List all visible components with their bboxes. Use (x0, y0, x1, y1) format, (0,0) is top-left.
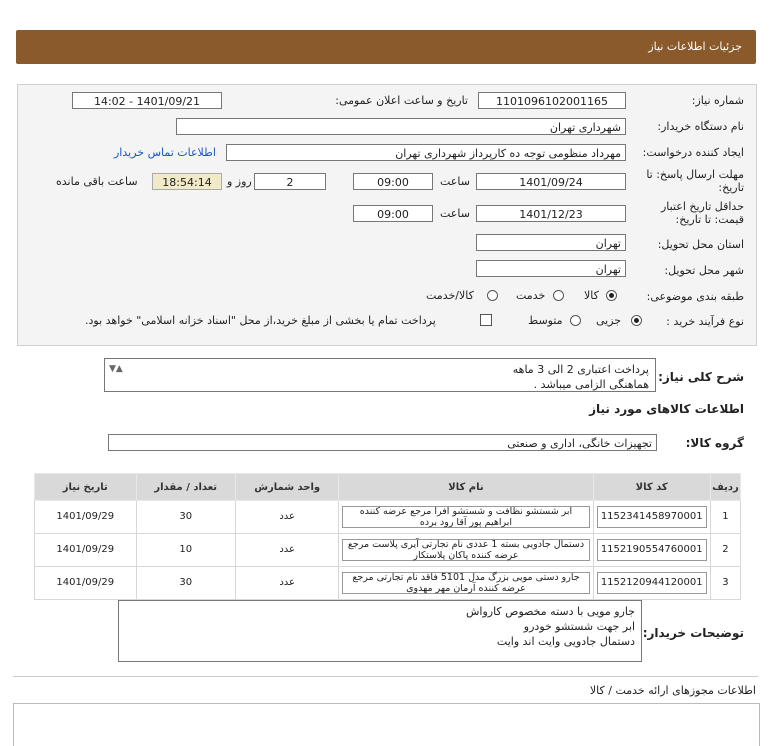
process-radio-minor[interactable] (631, 315, 642, 326)
cell-code: 1152190554760001 (593, 534, 710, 567)
cell-row: 1 (710, 501, 740, 534)
province-label: استان محل تحویل: (657, 238, 744, 251)
need-number-field: 1101096102001165 (478, 92, 626, 109)
summary-label: شرح کلی نیاز: (658, 370, 744, 384)
cell-unit: عدد (235, 567, 338, 600)
reply-time-field: 09:00 (353, 173, 433, 190)
col-header-date: تاریخ نیاز (35, 474, 137, 501)
cell-name: جارو دستی مویی بزرگ مدل 5101 فاقد نام تجارتی مرجع عرضه کننده آرمان مهر مهدوی (339, 567, 593, 600)
treasury-payment-checkbox[interactable] (480, 314, 492, 326)
goods-section-title: اطلاعات کالاهای مورد نیاز (589, 402, 744, 416)
cell-date: 1401/09/29 (35, 567, 137, 600)
price-validity-label-2: قیمت: تا تاریخ: (675, 213, 744, 226)
requester-field: مهرداد منظومی توجه ده کارپرداز شهرداری تهران (226, 144, 626, 161)
category-option-goods-service: کالا/خدمت (426, 289, 474, 302)
buyer-note-line-1: جارو مویی با دسته مخصوص کارواش (465, 605, 635, 618)
category-radio-goods[interactable] (606, 290, 617, 301)
cell-row: 3 (710, 567, 740, 600)
process-radio-medium[interactable] (570, 315, 581, 326)
price-validity-label: حداقل تاریخ اعتبار (660, 200, 744, 213)
cell-name: ابر شستشو نظافت و شستشو افرا مرجع عرضه کننده ابراهیم پور آقا رود برده (339, 501, 593, 534)
need-number-label: شماره نیاز: (691, 94, 744, 107)
remaining-time-field: 18:54:14 (152, 173, 222, 190)
announce-datetime-field: 1401/09/21 - 14:02 (72, 92, 222, 109)
buyer-note-line-3: دستمال جادویی وایت اند وایت (496, 635, 635, 648)
cell-row: 2 (710, 534, 740, 567)
table-row (35, 534, 741, 567)
days-field: 2 (254, 173, 326, 190)
summary-line-2: هماهنگی الزامی میباشد . (533, 378, 649, 391)
goods-group-field: تجهیزات خانگی، اداری و صنعتی (108, 434, 657, 451)
days-label: روز و (227, 175, 252, 188)
col-header-name: نام کالا (339, 474, 593, 501)
cell-qty: 30 (136, 567, 235, 600)
reply-deadline-label: مهلت ارسال پاسخ: تا (646, 168, 744, 181)
process-option-minor: جزیی (596, 314, 622, 327)
table-row (35, 501, 741, 534)
buyer-notes-textarea[interactable] (118, 600, 642, 662)
resize-handle-icon[interactable]: ▲▼ (109, 364, 123, 374)
reply-time-label: ساعت (440, 175, 470, 188)
city-field: تهران (476, 260, 626, 277)
buyer-note-line-2: ابر جهت شستشو خودرو (523, 620, 635, 633)
reply-deadline-label-2: تاریخ: (718, 181, 744, 194)
validity-time-label: ساعت (440, 207, 470, 220)
city-label: شهر محل تحویل: (664, 264, 744, 277)
page-title-bar (16, 30, 756, 64)
process-label: نوع فرآیند خرید : (666, 315, 744, 328)
cell-unit: عدد (235, 501, 338, 534)
cell-qty: 10 (136, 534, 235, 567)
category-option-goods: کالا (584, 289, 599, 302)
table-row (35, 567, 741, 600)
cell-date: 1401/09/29 (35, 501, 137, 534)
reply-date-field: 1401/09/24 (476, 173, 626, 190)
category-option-service: خدمت (516, 289, 546, 302)
announce-label: تاریخ و ساعت اعلان عمومی: (335, 94, 468, 107)
category-label: طبقه بندی موضوعی: (646, 290, 744, 303)
summary-line-1: پرداخت اعتباری 2 الی 3 ماهه (512, 363, 649, 376)
col-header-row: ردیف (710, 474, 740, 501)
validity-date-field: 1401/12/23 (476, 205, 626, 222)
cell-qty: 30 (136, 501, 235, 534)
category-radio-service[interactable] (553, 290, 564, 301)
col-header-code: کد کالا (593, 474, 710, 501)
summary-textarea[interactable] (104, 358, 656, 392)
requester-label: ایجاد کننده درخواست: (642, 146, 744, 159)
goods-table (34, 473, 741, 600)
category-radio-goods-service[interactable] (487, 290, 498, 301)
buyer-org-field: شهرداری تهران (176, 118, 626, 135)
permits-panel (13, 703, 760, 746)
table-header-row (35, 474, 741, 501)
cell-code: 1152341458970001 (593, 501, 710, 534)
contact-buyer-link[interactable]: اطلاعات تماس خریدار (114, 146, 216, 159)
province-field: تهران (476, 234, 626, 251)
treasury-payment-note: پرداخت تمام یا بخشی از مبلغ خرید،از محل "اسناد خزانه اسلامی" خواهد بود. (85, 314, 436, 327)
remaining-time-label: ساعت باقی مانده (56, 175, 138, 188)
cell-name: دستمال جادویی بسته 1 عددی نام تجارتی آیری پلاست مرجع عرضه کننده پاکان پلاستکار (339, 534, 593, 567)
permits-label: اطلاعات مجوزهای ارائه خدمت / کالا (589, 684, 756, 697)
cell-date: 1401/09/29 (35, 534, 137, 567)
buyer-notes-label: توضیحات خریدار: (642, 626, 744, 640)
divider (13, 676, 758, 677)
process-option-medium: متوسط (528, 314, 563, 327)
validity-time-field: 09:00 (353, 205, 433, 222)
buyer-org-label: نام دستگاه خریدار: (657, 120, 744, 133)
goods-group-label: گروه کالا: (685, 436, 744, 450)
cell-unit: عدد (235, 534, 338, 567)
col-header-unit: واحد شمارش (235, 474, 338, 501)
cell-code: 1152120944120001 (593, 567, 710, 600)
col-header-qty: تعداد / مقدار (136, 474, 235, 501)
page-title: جزئیات اطلاعات نیاز (648, 40, 742, 53)
